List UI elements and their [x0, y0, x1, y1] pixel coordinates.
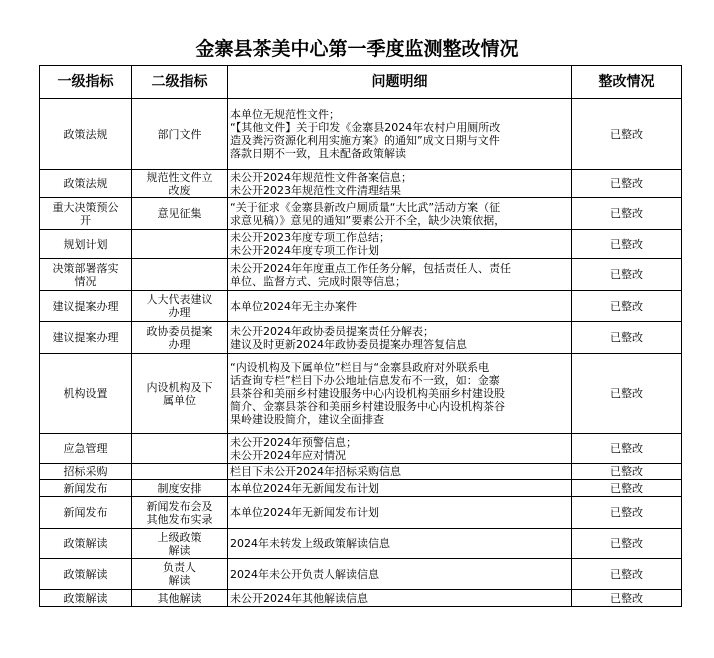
cell-level2 [132, 464, 228, 480]
cell-level2 [132, 99, 228, 170]
cell-text-line: 建议提案办理 [52, 331, 119, 344]
cell-level1 [40, 259, 132, 291]
table-row [40, 259, 682, 291]
cell-text-line: 其他解读 [157, 591, 202, 605]
cell-detail [228, 464, 572, 480]
cell-text-line: 话查询专栏”栏目下办公地址信息发布不一致，如：金寨 [230, 374, 500, 387]
cell-level2 [132, 497, 228, 529]
cell-level2 [132, 434, 228, 464]
table-row [40, 322, 682, 354]
cell-text-line: 政策解读 [63, 567, 108, 581]
cell-text-line: 制度安排 [157, 481, 202, 495]
table-row [40, 198, 682, 230]
cell-status: 已整改 [572, 497, 682, 529]
cell-status: 已整改 [572, 170, 682, 198]
cell-text-line: 落款日期不一致，且未配备政策解读 [230, 147, 406, 160]
cell-text-line: 简介、金寨县茶谷和美丽乡村建设服务中心内设机构茶谷 [230, 400, 505, 413]
table-row [40, 291, 682, 322]
cell-text-line: 人大代表建议 [146, 293, 213, 306]
cell-level1 [40, 497, 132, 529]
cell-text-line: 规范性文件立 [146, 170, 213, 184]
cell-text-line: 意见征集 [157, 207, 202, 220]
cell-text-line: 部门文件 [157, 127, 202, 141]
cell-level1 [40, 529, 132, 559]
cell-status: 已整改 [572, 590, 682, 607]
cell-text-line: 解读 [168, 574, 191, 587]
cell-text-line: 应急管理 [63, 442, 108, 455]
cell-status: 已整改 [572, 529, 682, 559]
cell-text-line: 政协委员提案 [146, 324, 213, 338]
cell-level1 [40, 559, 132, 590]
table-row [40, 464, 682, 480]
cell-level2 [132, 170, 228, 198]
cell-text-line: 决策部署落实 [52, 261, 119, 275]
cell-text-line: 未公开2023年规范性文件清理结果 [230, 183, 401, 197]
table-row [40, 354, 682, 434]
cell-text-line: 其他发布实录 [146, 512, 213, 526]
cell-level1 [40, 99, 132, 170]
cell-status: 已整改 [572, 559, 682, 590]
cell-text-line: 政策法规 [63, 127, 108, 141]
cell-status: 已整改 [572, 99, 682, 170]
cell-text-line: 县茶谷和美丽乡村建设服务中心内设机构美丽乡村建设股 [230, 387, 505, 400]
cell-text-line: “【其他文件】关于印发《金寨县2024年农村户用厕所改 [230, 121, 501, 134]
cell-level1 [40, 434, 132, 464]
table-row [40, 230, 682, 259]
cell-status: 已整改 [572, 259, 682, 291]
cell-detail [228, 529, 572, 559]
cell-detail [228, 230, 572, 259]
cell-status: 已整改 [572, 434, 682, 464]
cell-text-line: 上级政策 [157, 530, 202, 544]
cell-text-line: 政策解读 [63, 591, 108, 605]
cell-text-line: 未公开2024年其他解读信息 [230, 591, 368, 605]
cell-text-line: 建议及时更新2024年政协委员提案办理答复信息 [230, 337, 467, 351]
cell-level2 [132, 559, 228, 590]
cell-level2 [132, 590, 228, 607]
cell-text-line: 2024年未转发上级政策解读信息 [230, 537, 390, 550]
cell-text-line: 政策解读 [63, 537, 108, 550]
table-header-row [40, 66, 682, 99]
cell-status: 已整改 [572, 464, 682, 480]
cell-text-line: 未公开2024年年度重点工作任务分解，包括责任人、责任 [230, 261, 511, 275]
cell-level2 [132, 230, 228, 259]
table-row [40, 559, 682, 590]
cell-text-line: 负责人 [163, 561, 196, 574]
cell-level1 [40, 480, 132, 497]
cell-detail [228, 354, 572, 434]
cell-level1 [40, 464, 132, 480]
cell-detail [228, 497, 572, 529]
table-row [40, 434, 682, 464]
cell-level1 [40, 230, 132, 259]
cell-text-line: 本单位2024年无新闻发布计划 [230, 506, 379, 519]
cell-text-line: 新闻发布 [63, 506, 108, 519]
cell-detail [228, 291, 572, 322]
cell-text-line: 本单位2024年无新闻发布计划 [230, 481, 379, 495]
table-row [40, 590, 682, 607]
cell-detail [228, 434, 572, 464]
cell-level2 [132, 291, 228, 322]
cell-text-line: 单位、监督方式、完成时限等信息； [230, 274, 406, 288]
cell-detail [228, 590, 572, 607]
cell-text-line: 办理 [168, 306, 191, 319]
cell-detail [228, 322, 572, 354]
cell-text-line: 本单位2024年无主办案件 [230, 299, 357, 313]
column-header-detail: 问题明细 [228, 66, 572, 99]
cell-text-line: 情况 [74, 274, 97, 288]
cell-level1 [40, 291, 132, 322]
cell-text-line: 重大决策预公 [52, 200, 119, 214]
cell-level2 [132, 529, 228, 559]
cell-status: 已整改 [572, 230, 682, 259]
table-row [40, 480, 682, 497]
cell-detail [228, 170, 572, 198]
cell-text-line: 开 [80, 213, 91, 227]
cell-detail [228, 480, 572, 497]
cell-status: 已整改 [572, 291, 682, 322]
table-row [40, 99, 682, 170]
cell-text-line: 未公开2023年度专项工作总结； [230, 231, 390, 244]
cell-status: 已整改 [572, 354, 682, 434]
cell-status: 已整改 [572, 480, 682, 497]
document-title: 金寨县茶美中心第一季度监测整改情况 [195, 38, 519, 60]
cell-text-line: 造及粪污资源化利用实施方案》的通知”成文日期与文件 [230, 134, 500, 147]
cell-level2 [132, 259, 228, 291]
rectification-table [39, 65, 682, 607]
cell-text-line: 规划计划 [63, 237, 108, 251]
cell-level2 [132, 354, 228, 434]
cell-text-line: 政策法规 [63, 177, 108, 190]
column-header-level1: 一级指标 [40, 66, 132, 99]
table-row [40, 170, 682, 198]
cell-text-line: 本单位无规范性文件； [230, 108, 340, 121]
table-row [40, 529, 682, 559]
cell-text-line: 求意见稿）》意见的通知”要素公开不全，缺少决策依据， [230, 213, 506, 227]
cell-text-line: 果岭建设股简介，建议全面排查 [230, 413, 384, 426]
cell-text-line: 栏目下未公开2024年招标采购信息 [230, 465, 401, 478]
cell-text-line: “关于征求《金寨县新改户厕质量“大比武”活动方案（征 [230, 200, 501, 214]
cell-text-line: 建议提案办理 [52, 299, 119, 313]
cell-status: 已整改 [572, 322, 682, 354]
cell-text-line: 未公开2024年政协委员提案责任分解表； [230, 324, 434, 338]
cell-detail [228, 198, 572, 230]
cell-level1 [40, 322, 132, 354]
cell-level2 [132, 198, 228, 230]
cell-text-line: 招标采购 [63, 465, 108, 478]
cell-level1 [40, 354, 132, 434]
column-header-level2: 二级指标 [132, 66, 228, 99]
cell-text-line: 未公开2024年度专项工作计划 [230, 244, 379, 257]
cell-text-line: 新闻发布会及 [146, 499, 213, 513]
cell-text-line: 办理 [168, 337, 191, 351]
cell-detail [228, 99, 572, 170]
cell-text-line: 未公开2024年应对情况 [230, 448, 346, 462]
cell-detail [228, 559, 572, 590]
cell-text-line: “内设机构及下属单位”栏目与“金寨县政府对外联系电 [230, 361, 490, 374]
cell-level2 [132, 480, 228, 497]
cell-text-line: 未公开2024年预警信息； [230, 435, 357, 449]
cell-text-line: 属单位 [163, 393, 196, 407]
cell-level1 [40, 170, 132, 198]
column-header-status: 整改情况 [572, 66, 682, 99]
cell-text-line: 2024年未公开负责人解读信息 [230, 567, 379, 581]
cell-text-line: 改废 [168, 183, 191, 197]
cell-level1 [40, 198, 132, 230]
table-row [40, 497, 682, 529]
cell-text-line: 新闻发布 [63, 481, 108, 495]
cell-level1 [40, 590, 132, 607]
cell-level2 [132, 322, 228, 354]
cell-text-line: 机构设置 [63, 387, 108, 400]
cell-text-line: 未公开2024年规范性文件备案信息； [230, 170, 412, 184]
cell-detail [228, 259, 572, 291]
cell-text-line: 内设机构及下 [146, 380, 213, 394]
cell-status: 已整改 [572, 198, 682, 230]
cell-text-line: 解读 [168, 543, 191, 557]
